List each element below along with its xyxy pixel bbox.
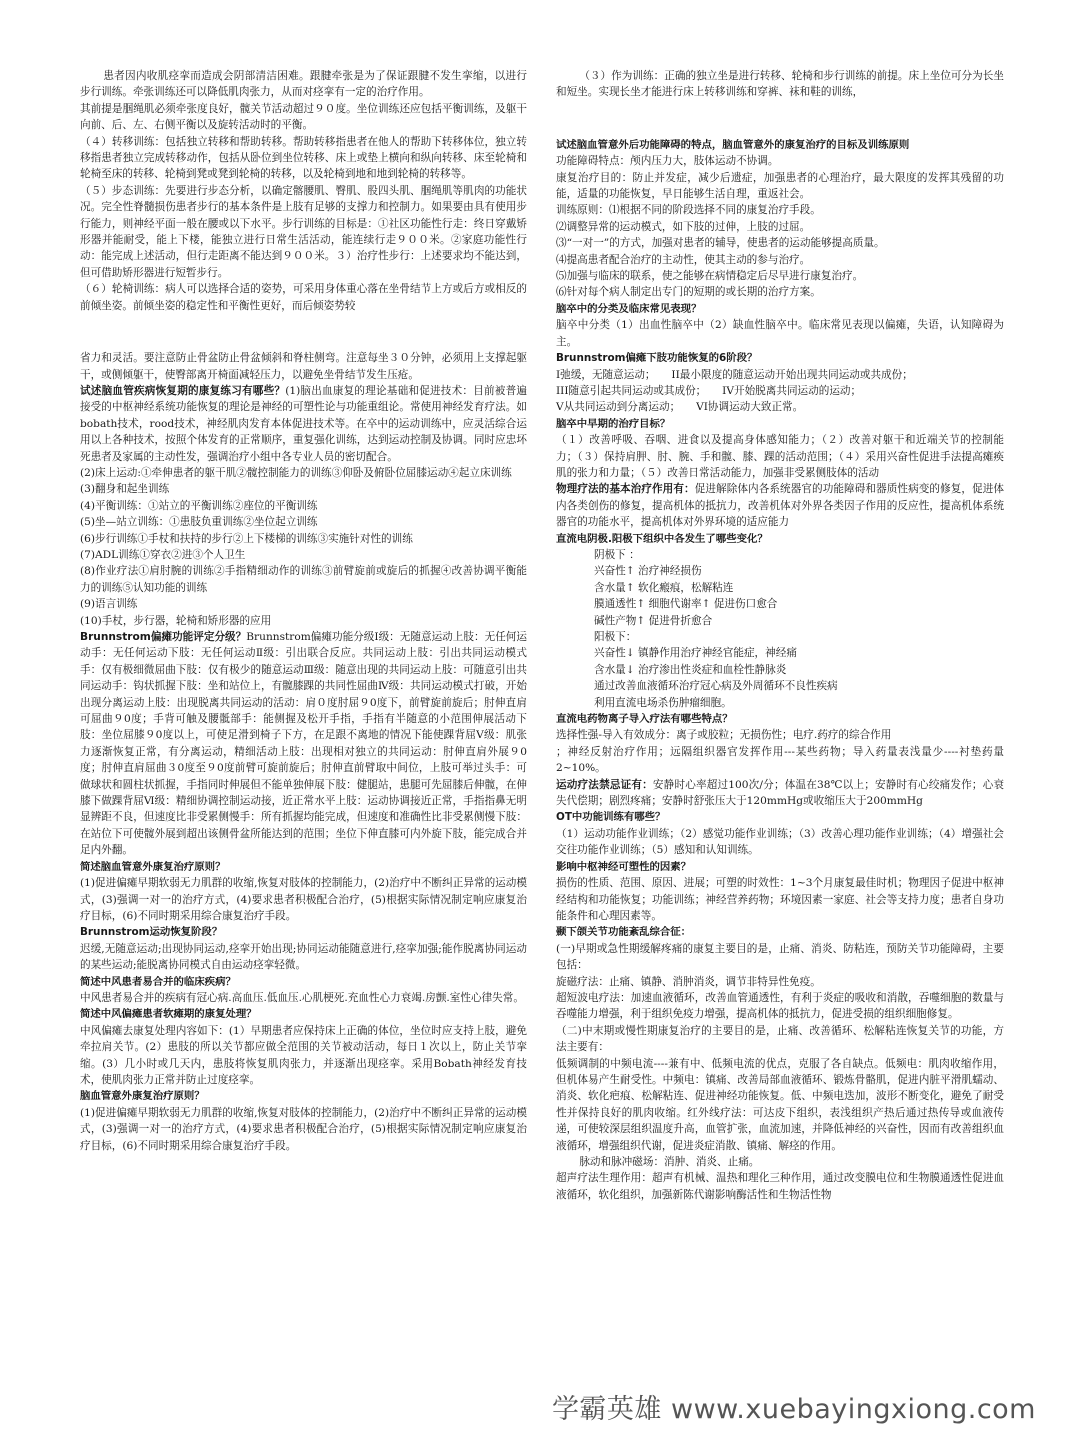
- section-heading: 简述中风偏瘫患者软瘫期的康复处理？: [80, 1008, 257, 1021]
- paragraph: 超短波电疗法：加速血液循环，改善血管通透性，有利于炎症的吸收和消散，吞噬细胞的数量与吞噬能力增强，利于组织免疫力增强，提高机体的抵抗力，促进受损的组织细胞修复。: [556, 991, 1004, 1021]
- paragraph: ；神经反射治疗作用；远隔组织器官发挥作用---某些药物；导入药量表浅量少----衬垫药量2~10%。: [556, 745, 1004, 775]
- paragraph: 碱性产物↑ 促进骨折愈合: [594, 614, 713, 627]
- paragraph-body: 促进解除体内各系统器官的功能障碍和器质性病变的修复，促进体内各类创伤的修复，提高机体的抵抗力，改善机体对外界各类因子作用的反应性，提高机体系统器官的功能水平，提高机体对外界环境的适应能力: [556, 483, 1005, 529]
- section-heading: OT中功能训练有哪些？: [556, 811, 666, 824]
- paragraph: (7)ADL训练①穿衣②进③个人卫生: [80, 548, 246, 561]
- paragraph-body: 安静时心率超过100次/分；体温在38℃以上；安静时有心绞痛发作；心衰失代偿期；剧烈疼痛；安静时舒张压大于120mmHg或收缩压大于200mmHg: [556, 778, 1005, 808]
- paragraph: （５）步态训练：先要进行步态分析，以确定髂腰肌、臀肌、股四头肌、腘绳肌等肌肉的功能状况。完全性脊髓损伤患者步行的基本条件是上肢有足够的支撑力和控制力。如果要由具有使用步行能力，则神经平面一般在腰或以下水平。步行训练的目标是：①社区功能性行走：终日穿戴矫形器并能耐受，能上下楼，能独立进行日常生活活动，能连续行走９００米。②家庭功能性行动：能完成上述活动，但行走距离不能达到９００米。３）治疗性步行：上述要求均不能达到，但可借助矫形器进行短暂步行。: [80, 184, 527, 279]
- section-heading: 影响中枢神经可塑性的因素？: [556, 860, 692, 873]
- paragraph: I弛缓，无随意运动； II最小限度的随意运动开始出现共同运动或共成份；: [556, 368, 913, 381]
- paragraph: ⑷提高患者配合治疗的主动性，使其主动的参与治疗。: [556, 253, 811, 266]
- paragraph: ⑹针对每个病人制定出专门的短期的或长期的治疗方案。: [556, 286, 821, 299]
- paragraph: (1)促进偏瘫早期软弱无力肌群的收缩,恢复对肢体的控制能力，(2)治疗中不断纠正异常的运动模式，(3)强调一对一的治疗方式，(4)要求患者积极配合治疗，(5)根据实际情况制定响应康复治疗目标，(6)不同时期采用综合康复治疗手段。: [80, 877, 527, 922]
- paragraph: 含水量↑ 软化瘢痕，松解粘连: [594, 581, 734, 594]
- headed-paragraph: [80, 383, 527, 465]
- section-heading: 颞下颌关节功能紊乱综合征：: [556, 926, 692, 939]
- paragraph: 旋磁疗法：止痛、镇静、消肿消炎，调节非特异性免疫。: [556, 975, 821, 988]
- paragraph: 选择性强-导入有效成分：离子或胶粒；无损伤性；电疗.药疗的综合作用: [556, 729, 892, 742]
- right-column: [556, 68, 1004, 1203]
- paragraph: ⑶“一对一”的方式，加强对患者的辅导，使患者的运动能够提高质量。: [556, 237, 885, 250]
- paragraph: (3)翻身和起坐训练: [80, 483, 170, 496]
- paragraph: ⑸加强与临床的联系，使之能够在病情稳定后尽早进行康复治疗。: [556, 270, 864, 283]
- paragraph: （３）作为训练：正确的独立坐是进行转移、轮椅和步行训练的前提。床上坐位可分为长坐和短坐。实现长坐才能进行床上转移训练和穿裤、袜和鞋的训练，: [556, 70, 1004, 99]
- paragraph: V从共同运动到分离运动； VI协调运动大致正常。: [556, 401, 804, 414]
- paragraph: 功能障碍特点：颅内压力大，肢体运动不协调。: [556, 155, 779, 168]
- paragraph: （1）运动功能作业训练；（2）感觉功能作业训练；（3）改善心理功能作业训练；（4）增强社会交往功能作业训练；（5）感知和认知训练。: [556, 827, 1004, 857]
- paragraph: 兴奋性↓ 镇静作用治疗神经官能症，神经痛: [594, 647, 797, 660]
- paragraph: (10)手杖，步行器，轮椅和矫形器的应用: [80, 614, 272, 627]
- paragraph-body: (1)脑出血康复的理论基础和促进技术：目前被普遍接受的中枢神经系统功能恢复的理论是神经的可塑性论与功能重组论。常使用神经发育疗法。如bobath技术，rood技术，神经肌肉发育本体促进技术等。在卒中的运动训练中，应灵活综合运用以上各种技术，按照个体发育的正常顺序，重复强化训练，达到运动控制及协调。同时应忠坏死患者及家属的主动性发，强调治疗小组中各专业人员的密切配合。: [80, 384, 527, 463]
- site-watermark: 学霸英雄 www.xuebayingxiong.com: [551, 1394, 1036, 1425]
- headed-paragraph: [556, 481, 1004, 530]
- paragraph: (6)步行训练①手杖和扶持的步行②上下楼梯的训练③实施针对性的训练: [80, 532, 413, 545]
- paragraph: （１）改善呼吸、吞咽、进食以及提高身体感知能力；（２）改善对躯干和近端关节的控制能力；（３）保持肩胛、肘、腕、手和髋、膝、踝的活动范围；（４）采用兴奋性促进手法提高瘫痪肌的张力和力量；（５）改善日常活动能力，加强非受累侧肢体的活动: [556, 434, 1004, 479]
- left-column: [80, 68, 527, 1154]
- headed-paragraph: [80, 629, 527, 859]
- paragraph: 中风患者易合并的疾病有冠心病.高血压.低血压.心肌梗死.充血性心力衰竭.房颤.室性心律失常。: [80, 991, 524, 1004]
- paragraph: 训练原则：⑴根据不同的阶段选择不同的康复治疗手段。: [556, 204, 821, 217]
- headed-paragraph: [556, 777, 1004, 810]
- paragraph: 超声疗法生理作用：超声有机械、温热和理化三种作用，通过改变膜电位和生物膜通透性促进血液循环，软化组织，加强新陈代谢影响酶活性和生物活性物: [556, 1172, 1004, 1201]
- paragraph: III随意引起共同运动或其成份； IV开始脱离共同运动的运动；: [556, 384, 862, 397]
- inline-heading: 运动疗法禁忌证有：: [556, 778, 653, 791]
- paragraph: (4)平衡训练：①站立的平衡训练②座位的平衡训练: [80, 499, 318, 512]
- paragraph: 损伤的性质、范围、原因、进展；可塑的时效性：1~3个月康复最佳时机；物理因子促进中枢神经结构和功能恢复；功能训练；神经营养药物；环境因素一家庭、社会等支持力度；患者自身功能条件和心理因素等。: [556, 877, 1004, 922]
- section-heading: 脑卒中的分类及临床常见表现？: [556, 302, 702, 315]
- section-heading: 简述脑血管意外康复治疗原则？: [80, 860, 226, 873]
- paragraph: 低频调制的中频电流----兼有中、低频电流的优点，克服了各自缺点。低频电：肌肉收缩作用，但机体易产生耐受性。中频电：镇痛、改善局部血液循环、锻炼骨骼肌，促进内脏平滑肌蠕动、消炎、软化疤痕、松解粘连、促进神经功能恢复。低、中频电迭加，波形不断变化，避免了耐受性并保持良好的肌肉收缩。红外线疗法：可达皮下组织，表浅组织产热后通过热传导或血液传递，可使较深层组织温度升高，血管扩张，血流加速，并降低神经的兴奋性，因而有改善组织血液循环，增强组织代谢，促进炎症消散、镇痛、解痉的作用。: [556, 1057, 1004, 1152]
- paragraph: 康复治疗目的：防止并发症，减少后遗症，加强患者的心理治疗，最大限度的发挥其残留的功能，适量的功能恢复，早日能够生活自理，重返社会。: [556, 171, 1004, 201]
- section-heading: 脑血管意外康复治疗原则？: [80, 1090, 205, 1103]
- paragraph: 省力和灵活。要注意防止骨盆防止骨盆倾斜和脊柱侧弯。注意每坐３０分钟，必须用上支撑起躯干，或侧倾躯干，使臀部离开椅面减轻压力，以避免坐骨结节发生压疮。: [80, 352, 527, 381]
- paragraph: (9)语言训练: [80, 598, 138, 611]
- paragraph: （二)中末期或慢性期康复治疗的主要目的是，止痛、改善循环、松解粘连恢复关节的功能，方法主要有：: [556, 1024, 1004, 1054]
- column-break: [556, 101, 1004, 137]
- inline-heading: 试述脑血管疾病恢复期的康复练习有哪些？: [80, 384, 286, 397]
- paragraph: 患者因内收肌痉挛而造成会阴部清洁困难。跟腱牵张是为了保证跟腱不发生挛缩，以进行步行训练。牵张训练还可以降低肌肉张力，从而对痉挛有一定的治疗作用。: [80, 70, 527, 99]
- section-heading: 直流电阴极.阳极下组织中各发生了哪些变化？: [556, 532, 768, 545]
- paragraph: 迟缓,无随意运动;出现协同运动,痉挛开始出现;协同运动能随意进行,痉挛加强;能作脱离协同运动的某些运动;能脱离协同模式自由运动痉挛轻微。: [80, 942, 527, 972]
- section-heading: 试述脑血管意外后功能障碍的特点，脑血管意外的康复治疗的目标及训练原则: [556, 138, 910, 151]
- paragraph: 通过改善血液循环治疗冠心病及外周循环不良性疾病: [594, 680, 838, 693]
- paragraph: (1)促进偏瘫早期软弱无力肌群的收缩,恢复对肢体的控制能力，(2)治疗中不断纠正异常的运动模式，(3)强调一对一的治疗方式，(4)要求患者积极配合治疗，(5)根据实际情况制定响应康复治疗目标，(6)不同时期采用综合康复治疗手段。: [80, 1106, 527, 1152]
- paragraph: (2)床上运动:①牵伸患者的躯干肌②髋控制能力的训练③仰卧及俯卧位屈膝运动④起立床训练: [80, 466, 512, 479]
- paragraph: (5)坐—站立训练：①患肢负重训练②坐位起立训练: [80, 516, 318, 529]
- paragraph: （６）轮椅训练：病人可以选择合适的姿势，可采用身体重心落在坐骨结节上方或后方或相反的前倾坐姿。前倾坐姿的稳定性和平衡性更好，而后倾姿势较: [80, 283, 527, 312]
- section-heading: 直流电药物离子导入疗法有哪些特点？: [556, 713, 733, 726]
- paragraph: 利用直流电场杀伤肿瘤细胞。: [594, 696, 732, 709]
- paragraph: 膜通透性↑ 细胞代谢率↑ 促进伤口愈合: [594, 598, 778, 611]
- section-heading: Brunnstrom运动恢复阶段？: [80, 926, 223, 939]
- inline-heading: Brunnstrom偏瘫功能评定分级？: [80, 631, 247, 643]
- paragraph-body: Brunnstrom偏瘫功能分级Ⅰ级：无随意运动上肢：无任何运动手：无任何运动下肢：无任何运动Ⅱ级：引出联合反应。共同运动上肢：引出共同运动模式手：仅有极细微屈曲下肢：仅有极少的随意运动Ⅲ级：随意出现的共同运动上肢：可随意引出共同运动手：钩状抓握下肢：坐和站位上，有髋膝踝的共同性屈曲Ⅳ级：共同运动模式打破，开始出现分离运动上肢：出现脱离共同运动的活动：肩０度肘屈９0度下，前臂旋前旋后；肘伸直肩可屈曲９0度；手背可触及腰骶部手：能侧握及松开手指，手指有半随意的小范围伸展活动下肢：坐位屈膝９0度以上，可使足滑到椅子下方，在足跟不离地的情况下能使踝背屈Ⅴ级：肌张力逐渐恢复正常，有分离运动，精细活动上肢：出现相对独立的共同运动：肘伸直肩外展９0度；肘伸直肩屈曲３0度至９0度前臂可旋前旋后；肘伸直前臂取中间位，上肢可举过头手：可做球状和圆柱状抓握，手指同时伸展但不能单独伸展下肢：健腿站，患腿可先屈膝后伸髋，在伸膝下做踝背屈Ⅵ级：精细协调控制运动接，近正常水平上肢：运动协调接近正常，手指指鼻无明显辨距不良，但速度比非受累侧慢手：所有抓握均能完成，但速度和准确性比非受累侧慢下肢：在站位下可使髋外展到超出该侧骨盆所能达到的范围；坐位下伸直膝可内外旋下肢，能完成合并足内外翻。: [80, 631, 527, 857]
- paragraph: 脉动和脉冲磁场：消肿、消炎、止痛。: [579, 1156, 760, 1168]
- paragraph: 其前提是腘绳肌必须牵张度良好，髋关节活动超过９０度。坐位训练还应包括平衡训练，及躯干向前、后、左、右侧平衡以及旋转活动时的平衡。: [80, 102, 527, 132]
- paragraph: 阳极下：: [594, 631, 637, 643]
- paragraph: 中风偏瘫去康复处理内容如下：(1）早期患者应保持床上正确的体位，坐位时应支持上肢，避免牵拉肩关节。(2）患肢的所以关节都应做全范围的关节被动活动，每日１次以上，防止关节挛缩。(3）几小时或几天内，患肢将恢复肌肉张力，并逐渐出现痉挛。采用Bobath神经发育技术，使肌肉张力正常并防止过度痉挛。: [80, 1024, 527, 1086]
- section-heading: 简述中风患者易合并的临床疾病？: [80, 975, 236, 988]
- paragraph: (8)作业疗法①肩肘腕的训练②手指精细动作的训练③前臂旋前或旋后的抓握④改善协调平衡能力的训练⑤认知功能的训练: [80, 565, 527, 594]
- paragraph: 含水量↓ 治疗渗出性炎症和血栓性静脉炎: [594, 663, 787, 676]
- paragraph: 脑卒中分类（1）出血性脑卒中（2）缺血性脑卒中。临床常见表现以偏瘫，失语，认知障碍为主。: [556, 319, 1004, 348]
- paragraph: （４）转移训练：包括独立转移和帮助转移。帮助转移指患者在他人的帮助下转移体位，独立转移指患者独立完成转移动作，包括从卧位到坐位转移、床上或垫上横向和纵向转移、床至轮椅和轮椅至床的转移、轮椅到凳或凳到轮椅的转移，以及轮椅到地和地到轮椅的转移等。: [80, 135, 527, 181]
- paragraph: (一)早期或急性期缓解疼痛的康复主要目的是，止痛、消炎、防粘连，预防关节功能障碍，主要包括：: [556, 942, 1004, 972]
- section-heading: 脑卒中早期的治疗目标？: [556, 417, 671, 430]
- paragraph: 兴奋性↑ 治疗神经损伤: [594, 565, 702, 578]
- column-break: [80, 314, 527, 350]
- paragraph: 阴极下 ：: [594, 548, 640, 561]
- inline-heading: 物理疗法的基本治疗作用有：: [556, 483, 695, 496]
- paragraph: ⑵调整异常的运动模式，如下肢的过伸，上肢的过屈。: [556, 220, 811, 233]
- section-heading: Brunnstrom偏瘫下肢功能恢复的6阶段？: [556, 352, 758, 365]
